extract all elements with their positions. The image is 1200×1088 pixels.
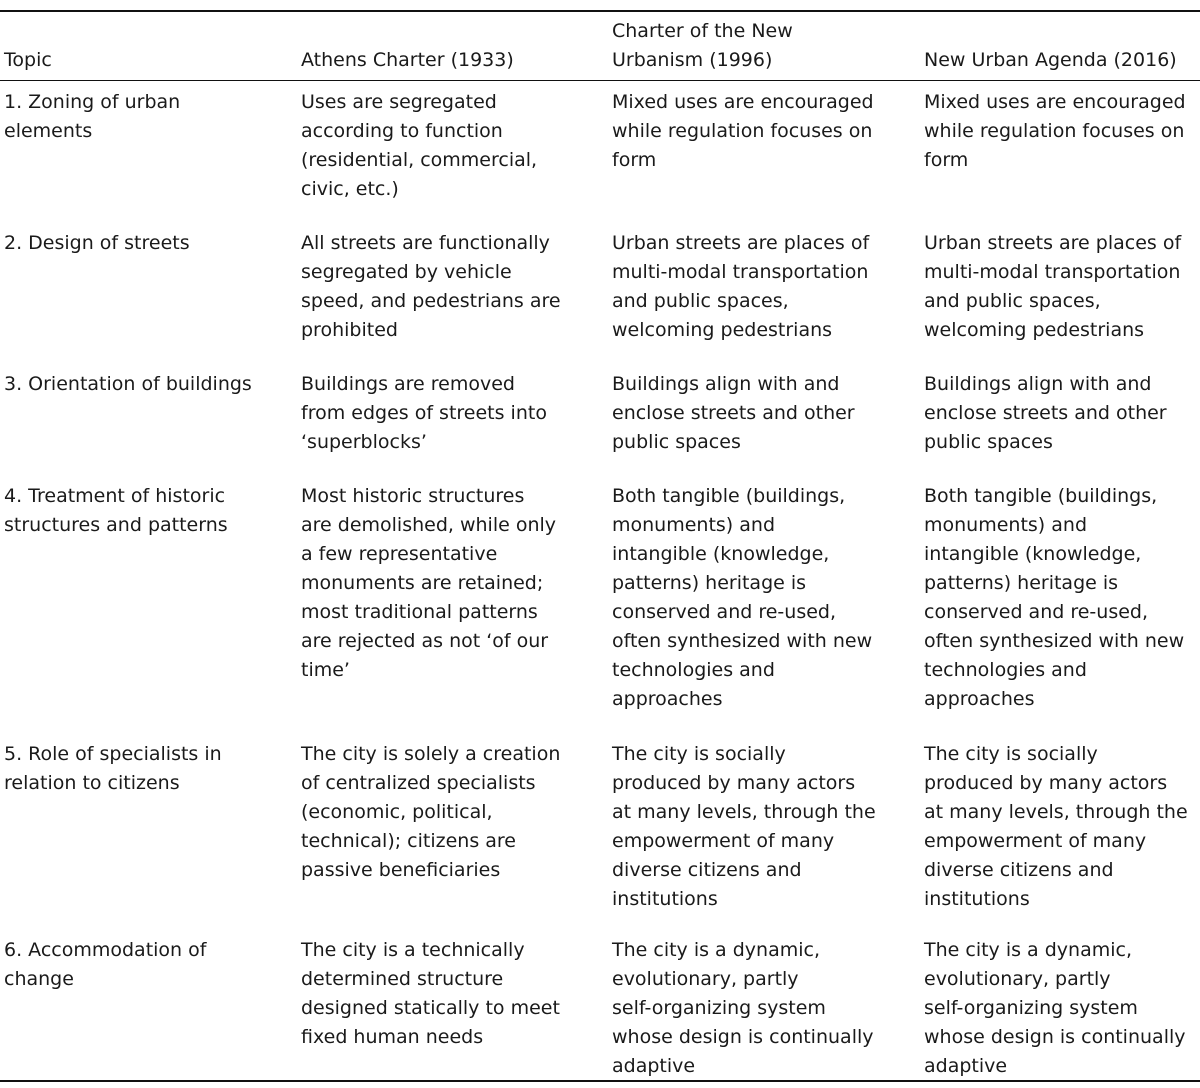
row-topic: 3. Orientation of buildings <box>4 373 252 395</box>
row-new-urbanism-cell: Both tangible (buildings, monuments) and intangible (knowledge, patterns) heritage is conserved and re-used, often synthesized with new technologies and approaches <box>612 485 873 710</box>
row-new-urbanism-cell: Buildings align with and enclose streets and other public spaces <box>612 373 855 453</box>
row-athens-cell: Uses are segregated according to function (residential, commercial, civic, etc.) <box>301 91 538 200</box>
header-new-urban-agenda: New Urban Agenda (2016) <box>924 49 1177 71</box>
row-athens-cell: All streets are functionally segregated by vehicle speed, and pedestrians are prohibited <box>301 232 561 341</box>
row-urban-agenda-cell: Both tangible (buildings, monuments) and intangible (knowledge, patterns) heritage is conserved and re-used, often synthesized with new technologies and approaches <box>924 485 1185 710</box>
row-athens-cell: The city is solely a creation of centralized specialists (economic, political, technical); citizens are passive beneficiaries <box>301 743 561 881</box>
table-header-rule <box>0 80 1200 81</box>
row-urban-agenda-cell: Mixed uses are encouraged while regulation focuses on form <box>924 91 1186 171</box>
row-athens-cell: Most historic structures are demolished, while only a few representative monuments are retained; most traditional patterns are rejected as not ‘of our time’ <box>301 485 557 681</box>
row-topic: 2. Design of streets <box>4 232 190 254</box>
row-topic: 1. Zoning of urban elements <box>4 91 181 142</box>
row-new-urbanism-cell: The city is socially produced by many actors at many levels, through the empowerment of many diverse citizens and institutions <box>612 743 876 910</box>
row-new-urbanism-cell: Urban streets are places of multi-modal transportation and public spaces, welcoming pedestrians <box>612 232 870 341</box>
row-topic: 5. Role of specialists in relation to citizens <box>4 743 222 794</box>
row-new-urbanism-cell: The city is a dynamic, evolutionary, partly self-organizing system whose design is continually adaptive <box>612 939 874 1077</box>
row-urban-agenda-cell: Buildings align with and enclose streets and other public spaces <box>924 373 1167 453</box>
header-athens-charter: Athens Charter (1933) <box>301 49 514 71</box>
row-athens-cell: The city is a technically determined structure designed statically to meet fixed human needs <box>301 939 560 1048</box>
row-athens-cell: Buildings are removed from edges of streets into ‘superblocks’ <box>301 373 547 453</box>
row-urban-agenda-cell: The city is socially produced by many actors at many levels, through the empowerment of many diverse citizens and institutions <box>924 743 1188 910</box>
row-urban-agenda-cell: The city is a dynamic, evolutionary, partly self-organizing system whose design is continually adaptive <box>924 939 1186 1077</box>
row-new-urbanism-cell: Mixed uses are encouraged while regulation focuses on form <box>612 91 874 171</box>
header-charter-new-urbanism: Charter of the New Urbanism (1996) <box>612 20 793 71</box>
table-bottom-rule <box>0 1080 1200 1082</box>
row-topic: 6. Accommodation of change <box>4 939 207 990</box>
header-topic: Topic <box>4 49 52 71</box>
row-urban-agenda-cell: Urban streets are places of multi-modal transportation and public spaces, welcoming pedestrians <box>924 232 1182 341</box>
table-top-rule <box>0 10 1200 12</box>
row-topic: 4. Treatment of historic structures and patterns <box>4 485 228 536</box>
